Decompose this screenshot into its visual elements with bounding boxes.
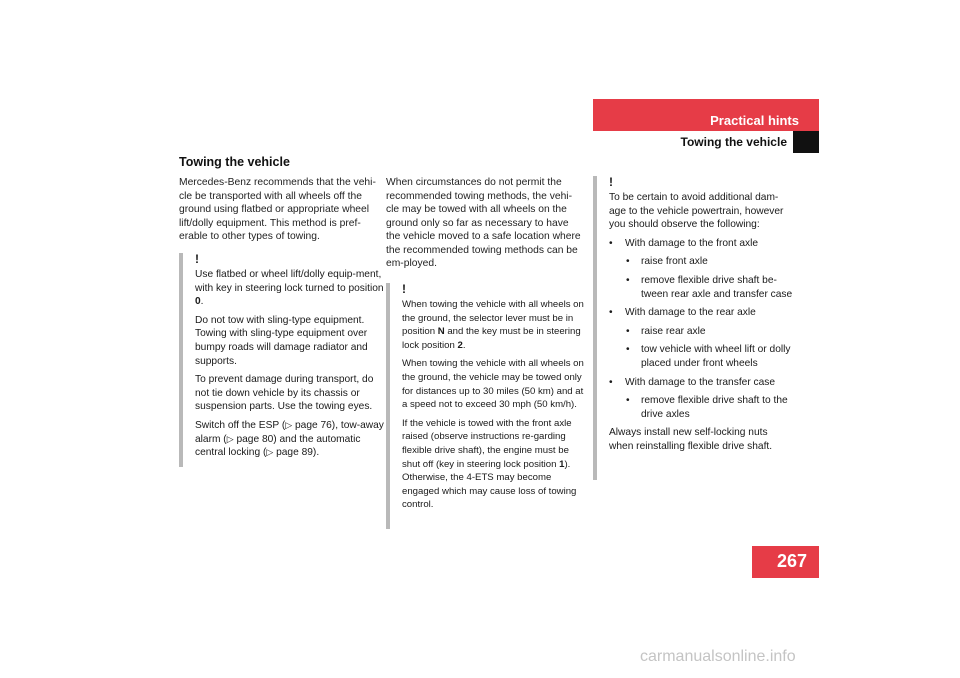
note2-paragraph-2: When towing the vehicle with all wheels on the ground, the vehicle may be towed only for distances up to 30 miles (50 km) and at a speed not to exceed 30 mph (50 km/h). xyxy=(402,358,584,411)
note-box-1 xyxy=(179,253,385,467)
subheader xyxy=(593,131,819,153)
page-ref-icon: ▷ xyxy=(285,419,293,430)
intro-paragraph: Mercedes-Benz recommends that the vehi-cle be transported with all wheels off the ground using flatbed or appropriate wheel lift/dolly equipment. This method is pref-erable to other types of towing. xyxy=(179,177,376,242)
note3-outro: Always install new self-locking nuts when reinstalling flexible drive shaft. xyxy=(609,427,773,452)
list-subitem: • remove flexible drive shaft be-tween rear axle and transfer case xyxy=(609,274,793,301)
list-subitem: • tow vehicle with wheel lift or dolly placed under front wheels xyxy=(609,343,793,370)
list-item: • With damage to the rear axle xyxy=(609,306,793,320)
list-item: • With damage to the transfer case xyxy=(609,376,793,390)
header-black-tab xyxy=(793,131,819,153)
watermark: carmanualsonline.info xyxy=(640,648,796,665)
page-number: 267 xyxy=(752,546,819,578)
subsection-title: Towing the vehicle xyxy=(680,135,787,149)
list-subitem: • raise front axle xyxy=(609,255,793,269)
section-title: Practical hints xyxy=(710,113,799,128)
note3-intro: To be certain to avoid additional dam-age to the vehicle powertrain, however you should observe the following: xyxy=(609,192,784,231)
middle-intro-paragraph: When circumstances do not permit the recommended towing methods, the vehi-cle may be towed with all wheels on the ground only so far as necessary to have the vehicle moved to a safe location where the recommended towing methods can be em-ployed. xyxy=(386,177,581,269)
list-subitem: • raise rear axle xyxy=(609,325,793,339)
page-title: Towing the vehicle xyxy=(179,155,290,169)
note-box-3 xyxy=(593,176,793,480)
note-box-2 xyxy=(386,283,586,529)
column-left xyxy=(179,176,379,244)
list-subitem: • remove flexible drive shaft to the drive axles xyxy=(609,394,793,421)
note1-paragraph-1: Use flatbed or wheel lift/dolly equip-ment, with key in steering lock turned to position 0. xyxy=(195,269,384,308)
exclamation-icon: ! xyxy=(609,175,613,189)
exclamation-icon: ! xyxy=(195,252,199,266)
note1-paragraph-4: Switch off the ESP (▷ page 76), tow-away alarm (▷ page 80) and the automatic central locking (▷ page 89). xyxy=(195,419,384,459)
list-item: • With damage to the front axle xyxy=(609,237,793,251)
note1-paragraph-2: Do not tow with sling-type equipment. Towing with sling-type equipment over bumpy roads will damage radiator and supports. xyxy=(195,314,368,367)
exclamation-icon: ! xyxy=(402,282,406,296)
note1-paragraph-3: To prevent damage during transport, do not tie down vehicle by its chassis or suspension parts. Use the towing eyes. xyxy=(195,374,374,413)
note2-paragraph-1: When towing the vehicle with all wheels on the ground, the selector lever must be in position N and the key must be in steering lock position 2. xyxy=(402,299,584,351)
page-ref-icon: ▷ xyxy=(266,447,274,458)
page-ref-icon: ▷ xyxy=(226,433,234,444)
note2-paragraph-3: If the vehicle is towed with the front axle raised (observe instructions re-garding flexible drive shaft), the engine must be shut off (key in steering lock position 1). Otherwise, the 4-ETS may become engaged which may cause loss of towing control. xyxy=(402,417,577,511)
column-middle xyxy=(386,176,582,271)
header-bar xyxy=(593,99,819,131)
